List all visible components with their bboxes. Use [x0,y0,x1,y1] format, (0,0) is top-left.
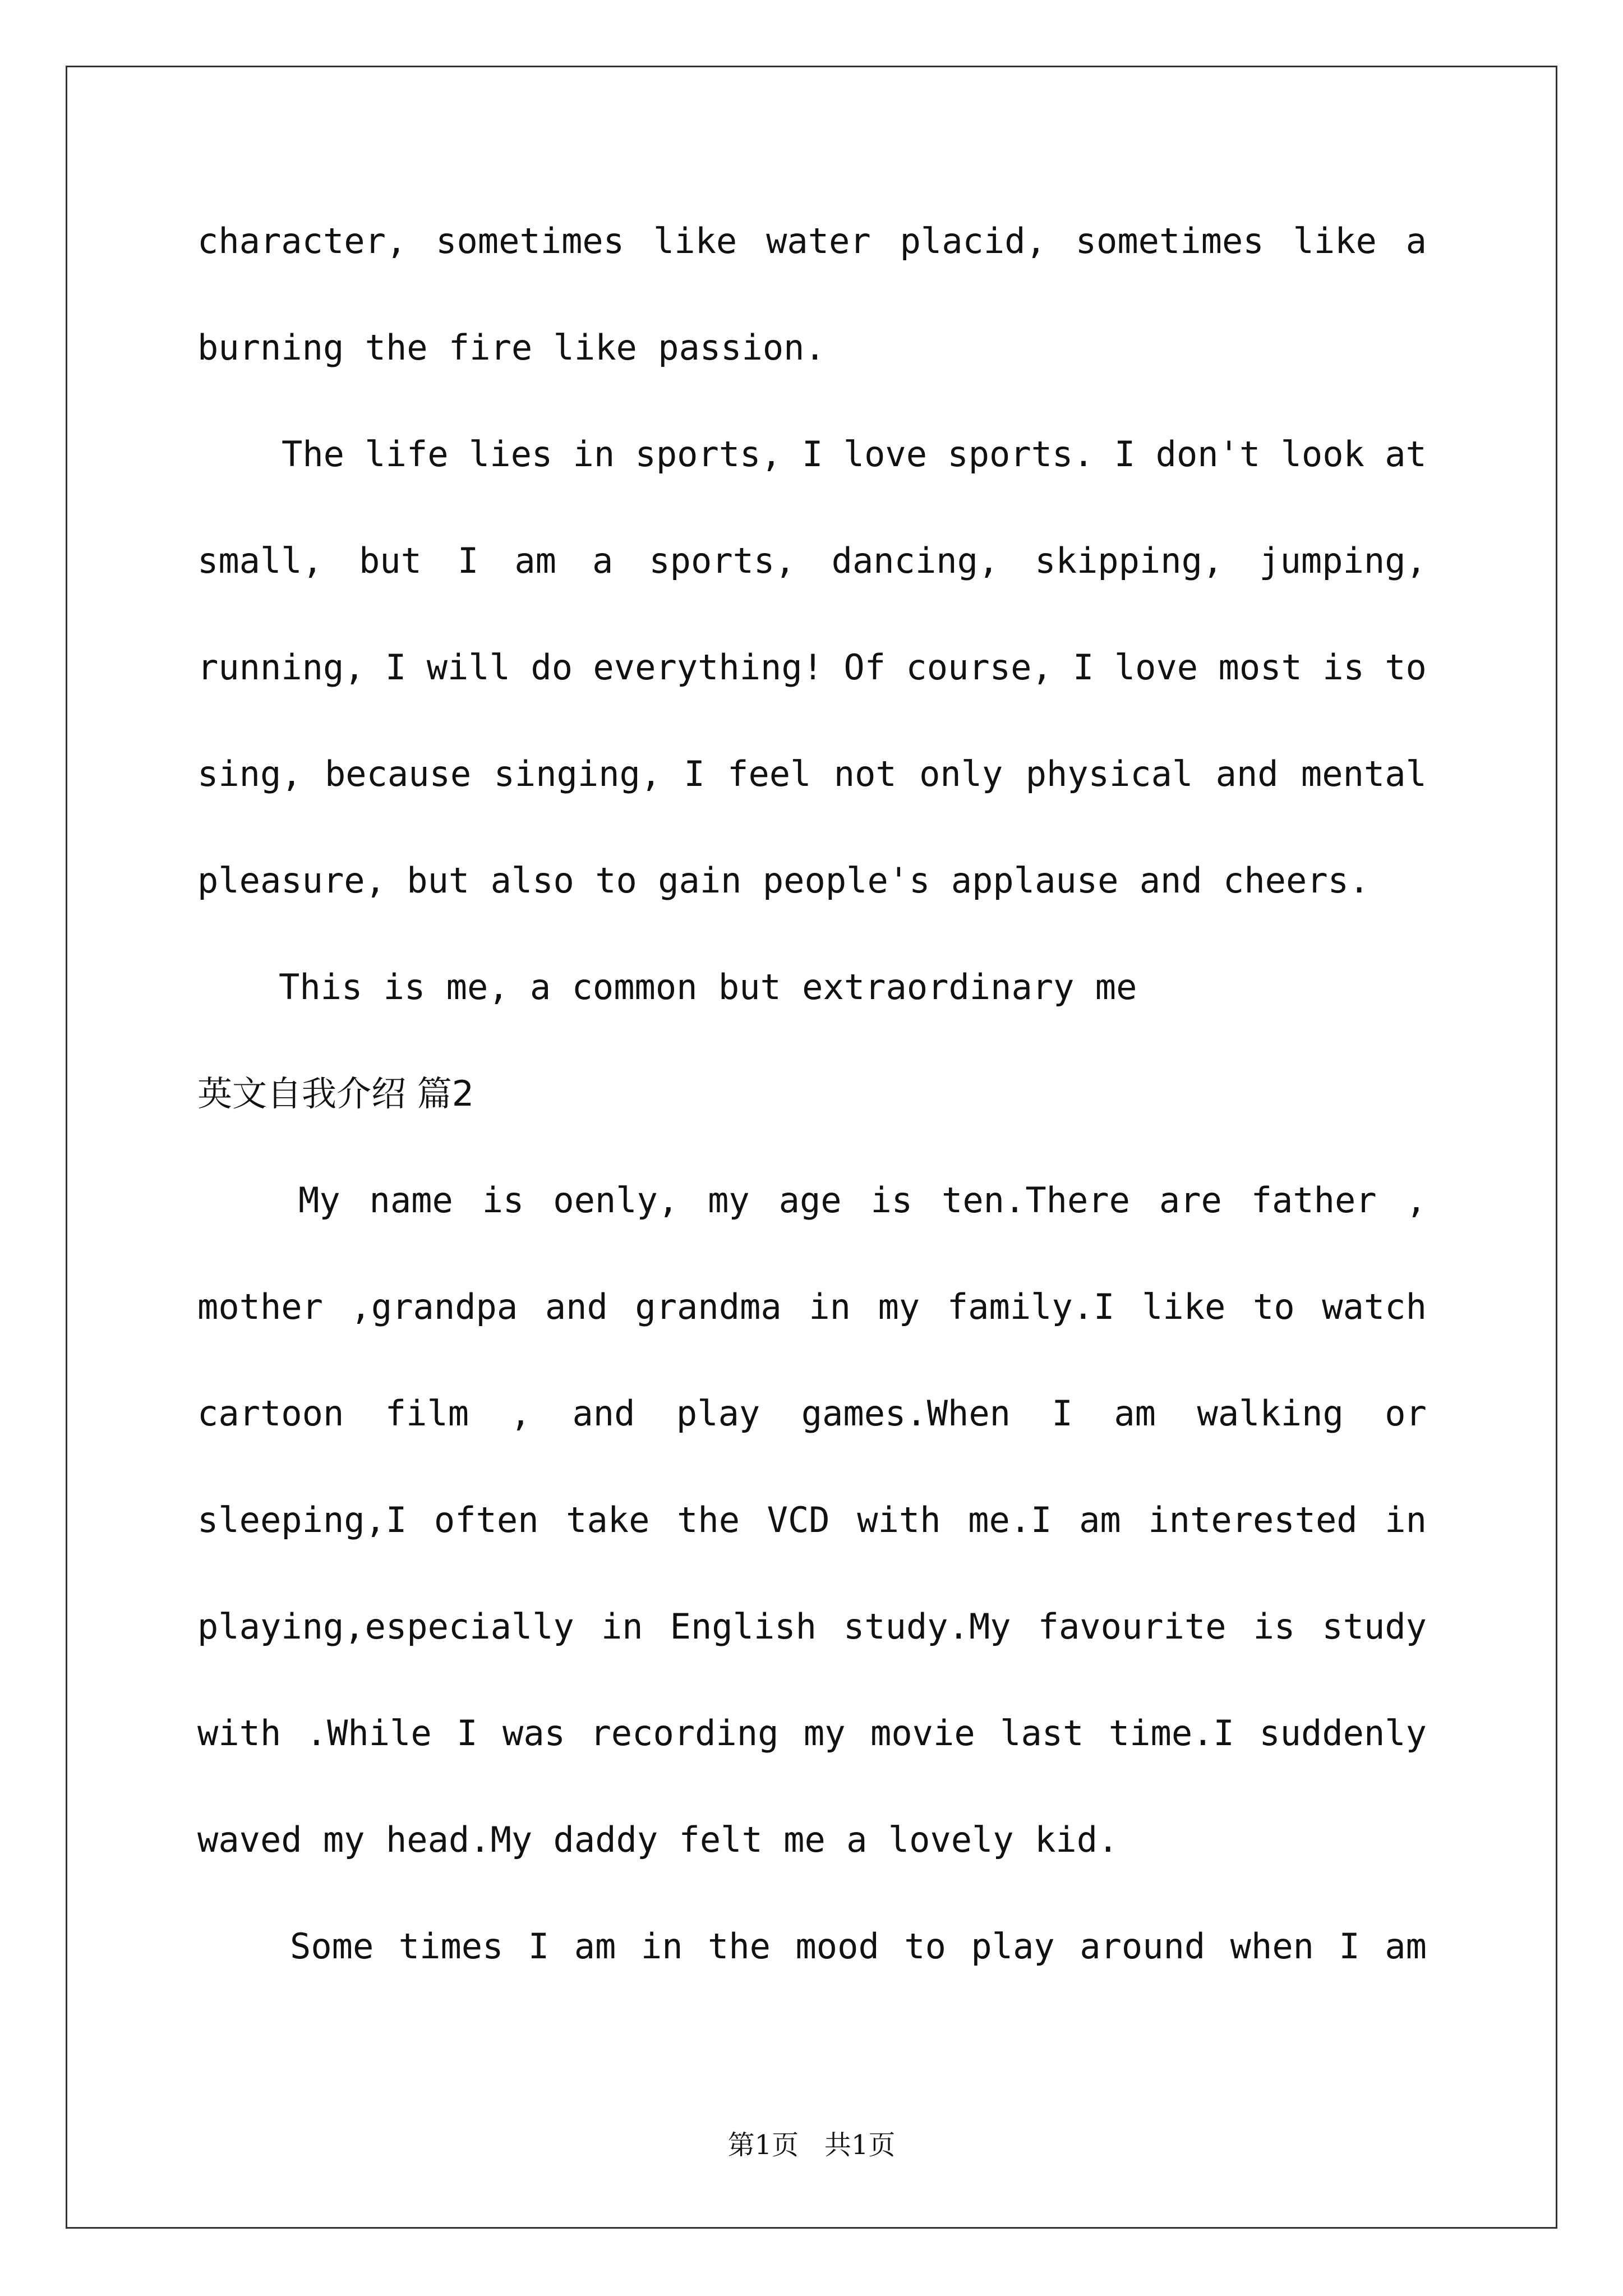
word: and [572,1393,635,1434]
text-line-3 [197,432,1427,477]
word: is [482,1180,524,1221]
word: am [1114,1393,1156,1434]
word: was [502,1713,565,1754]
word: study [1322,1606,1427,1647]
word: sports, [635,434,782,475]
word: I [528,1926,550,1967]
word: course, [906,647,1053,688]
word: to [1253,1286,1295,1327]
text-line-13 [197,1604,1427,1649]
word: I [684,753,705,794]
word: ,grandpa [350,1286,518,1327]
word: mental [1301,753,1427,794]
word: not [833,753,897,794]
word: Of [843,647,886,688]
word: favourite [1038,1606,1227,1647]
text-line-5 [197,645,1427,690]
word: in [809,1286,851,1327]
word: name [369,1180,453,1221]
text-line-6 [197,752,1427,797]
word: often [434,1499,539,1540]
text-line-7: pleasure, but also to gain people's applause and cheers. [197,860,1370,901]
word: I [1052,1393,1073,1434]
word: I [385,647,407,688]
word: father [1251,1180,1377,1221]
word: in [640,1926,683,1967]
word: like [1142,1286,1226,1327]
text-line-11 [197,1391,1427,1436]
word: and [1215,753,1279,794]
word: will [426,647,511,688]
word: family.I [947,1286,1115,1327]
word: lies [468,434,553,475]
word: like [1293,220,1377,261]
text-line-4 [197,539,1427,583]
word: my [878,1286,920,1327]
word: play [971,1926,1055,1967]
word: I [1339,1926,1360,1967]
word: character, [197,220,407,261]
word: study.My [843,1606,1011,1647]
word: sports, [649,540,796,581]
word: I [457,540,479,581]
word: am [574,1926,616,1967]
word: am [1385,1926,1427,1967]
word: feel [727,753,811,794]
text-line-16 [197,1924,1427,1969]
word: cartoon [197,1393,344,1434]
word: suddenly [1259,1713,1427,1754]
word: and [545,1286,608,1327]
word: take [566,1499,650,1540]
word: do [531,647,573,688]
word: I [1114,434,1136,475]
text-line-15: waved my head.My daddy felt me a lovely kid. [197,1819,1119,1860]
word: physical [1025,753,1193,794]
word: am [514,540,556,581]
word: at [1385,434,1427,475]
word: look [1280,434,1364,475]
word: with [197,1713,282,1754]
word: but [358,540,422,581]
text-line-12 [197,1498,1427,1543]
word: oenly, [553,1180,679,1221]
word: around [1080,1926,1206,1967]
word: My [298,1180,340,1221]
word: because [324,753,472,794]
word: is [1253,1606,1295,1647]
word: am [1079,1499,1121,1540]
word: most [1218,647,1302,688]
word: to [1385,647,1427,688]
word: a [1405,220,1427,261]
word: me.I [968,1499,1052,1540]
word: singing, [494,753,662,794]
word: English [670,1606,817,1647]
word: movie [870,1713,975,1754]
word: running, [197,647,365,688]
word: water [766,220,871,261]
word: sometimes [1075,220,1264,261]
word: interested [1148,1499,1358,1540]
word: or [1385,1393,1427,1434]
text-line-8: This is me, a common but extraordinary me [279,967,1137,1007]
word: , [1405,1180,1427,1221]
word: when [1230,1926,1314,1967]
word: I [457,1713,478,1754]
text-line-2: burning the fire like passion. [197,327,826,368]
word: , [510,1393,531,1434]
word: life [365,434,449,475]
text-line-14 [197,1711,1427,1756]
word: my [803,1713,846,1754]
word: walking [1197,1393,1344,1434]
word: film [385,1393,469,1434]
word: jumping, [1259,540,1427,581]
text-line-9 [197,1178,1427,1223]
word: love [1114,647,1198,688]
word: my [708,1180,750,1221]
word: sports. [947,434,1094,475]
word: I [802,434,823,475]
word: skipping, [1035,540,1224,581]
word: is [870,1180,913,1221]
word: in [601,1606,643,1647]
word: playing,especially [197,1606,574,1647]
word: in [573,434,615,475]
word: dancing, [831,540,999,581]
word: time.I [1108,1713,1234,1754]
word: ten.There [942,1180,1130,1221]
word: age [778,1180,842,1221]
word: mother [197,1286,323,1327]
word: watch [1322,1286,1427,1327]
word: sleeping,I [197,1499,407,1540]
word: I [1073,647,1094,688]
word: grandma [635,1286,782,1327]
word: sing, [197,753,302,794]
section-heading: 英文自我介绍 篇2 [197,1073,474,1114]
word: is [1322,647,1364,688]
word: the [677,1499,740,1540]
word: everything! [593,647,824,688]
word: to [904,1926,946,1967]
word: are [1159,1180,1222,1221]
word: Some [290,1926,374,1967]
word: VCD [767,1499,830,1540]
word: don't [1155,434,1261,475]
word: the [708,1926,771,1967]
page-footer: 第1页 共1页 [727,2129,896,2161]
word: .While [306,1713,432,1754]
page-border [66,66,1557,2229]
word: with [857,1499,941,1540]
text-line-1 [197,219,1427,264]
word: games.When [801,1393,1011,1434]
word: mood [795,1926,879,1967]
word: only [919,753,1003,794]
word: sometimes [436,220,625,261]
word: love [843,434,928,475]
word: The [282,434,344,475]
word: play [676,1393,760,1434]
word: a [592,540,614,581]
word: times [398,1926,504,1967]
text-line-10 [197,1285,1427,1329]
word: recording [590,1713,779,1754]
word: like [653,220,737,261]
word: last [1000,1713,1084,1754]
word: placid, [900,220,1046,261]
word: small, [197,540,323,581]
word: in [1385,1499,1427,1540]
